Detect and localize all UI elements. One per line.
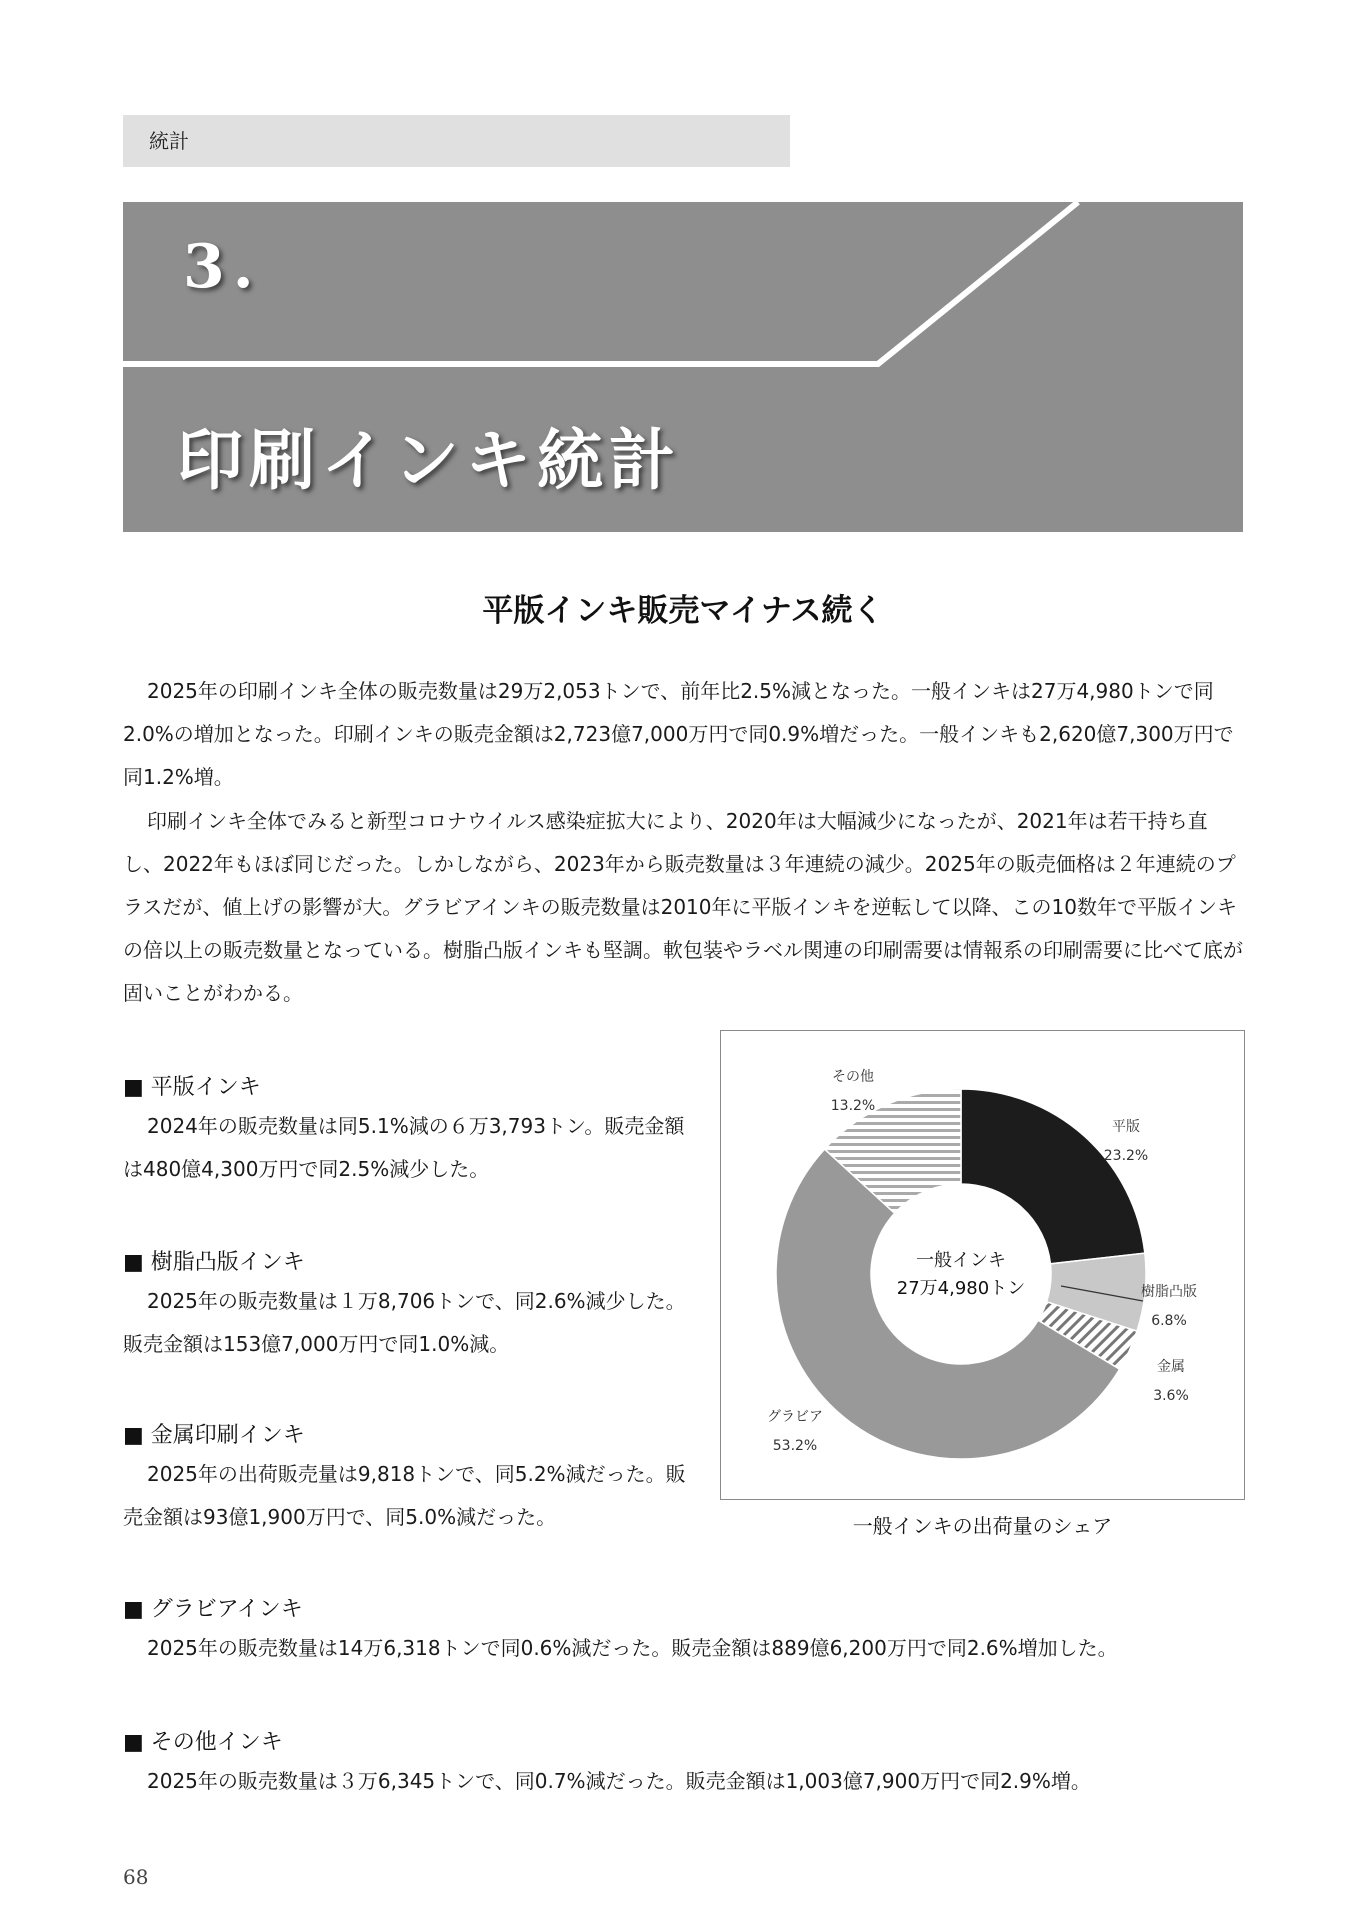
section-text-jushi: 2025年の販売数量は１万8,706トンで、同2.6%減少した。販売金額は153億7,000万円で同1.0%減。 — [123, 1289, 686, 1356]
slice-value-jushi: 6.8% — [1151, 1313, 1187, 1329]
slice-value-sonota: 13.2% — [830, 1098, 876, 1114]
section-heading-kinzoku: ■ 金属印刷インキ — [123, 1423, 305, 1448]
section-heading-sonota: ■ その他インキ — [123, 1730, 283, 1755]
slice-label-heihan: 平版 — [1112, 1119, 1140, 1135]
slice-label-gravure: グラビア — [767, 1409, 823, 1425]
slice-value-kinzoku: 3.6% — [1153, 1388, 1189, 1404]
section-heading-heihan: ■ 平版インキ — [123, 1075, 261, 1100]
donut-center-label-1: 一般インキ — [916, 1250, 1006, 1271]
article-headline: 平版インキ販売マイナス続く — [482, 593, 884, 629]
section-heading-gravure: ■ グラビアインキ — [123, 1597, 303, 1622]
share-chart — [720, 1030, 1245, 1500]
section-text-gravure: 2025年の販売数量は14万6,318トンで同0.6%減だった。販売金額は889億6,200万円で同2.6%増加した。 — [147, 1636, 1118, 1660]
slice-value-gravure: 53.2% — [772, 1438, 818, 1454]
section-heading-jushi: ■ 樹脂凸版インキ — [123, 1250, 305, 1275]
donut-chart — [721, 1031, 1243, 1497]
section-text-heihan: 2024年の販売数量は同5.1%減の６万3,793トン。販売金額は480億4,300万円で同2.5%減少した。 — [123, 1114, 685, 1181]
body-paragraph-2: 印刷インキ全体でみると新型コロナウイルス感染症拡大により、2020年は大幅減少になったが、2021年は若干持ち直し、2022年もほぼ同じだった。しかしながら、2023年から販売数量は３年連続の減少。2025年の販売価格は２年連続のプラスだが、値上げの影響が大。グラビアインキの販売数量は2010年に平版インキを逆転して以降、この10数年で平版インキの倍以上の販売数量となっている。樹脂凸版インキも堅調。軟包装やラベル関連の印刷需要は情報系の印刷需要に比べて底が固いことがわかる。 — [123, 809, 1243, 1005]
chapter-title: 印刷インキ統計 — [177, 421, 681, 499]
slice-value-heihan: 23.2% — [1103, 1148, 1149, 1164]
body-paragraph-1: 2025年の印刷インキ全体の販売数量は29万2,053トンで、前年比2.5%減となった。一般インキは27万4,980トンで同2.0%の増加となった。印刷インキの販売金額は2,723億7,000万円で同0.9%増だった。一般インキも2,620億7,300万円で同1.2%増。 — [123, 679, 1234, 789]
slice-label-kinzoku: 金属 — [1157, 1359, 1185, 1375]
pie-slice-heihan — [961, 1089, 1145, 1264]
chapter-number: 3. — [183, 232, 262, 302]
page-number: 68 — [123, 1865, 149, 1889]
donut-center-label-2: 27万4,980トン — [896, 1278, 1026, 1299]
chapter-banner — [123, 202, 1243, 532]
slice-label-sonota: その他 — [832, 1069, 874, 1085]
slice-label-jushi: 樹脂凸版 — [1141, 1284, 1197, 1300]
chart-caption: 一般インキの出荷量のシェア — [852, 1514, 1113, 1538]
section-text-sonota: 2025年の販売数量は３万6,345トンで、同0.7%減だった。販売金額は1,003億7,900万円で同2.9%増。 — [147, 1769, 1091, 1793]
section-text-kinzoku: 2025年の出荷販売量は9,818トンで、同5.2%減だった。販売金額は93億1,900万円で、同5.0%減だった。 — [123, 1462, 686, 1529]
section-tag: 統計 — [123, 115, 790, 167]
